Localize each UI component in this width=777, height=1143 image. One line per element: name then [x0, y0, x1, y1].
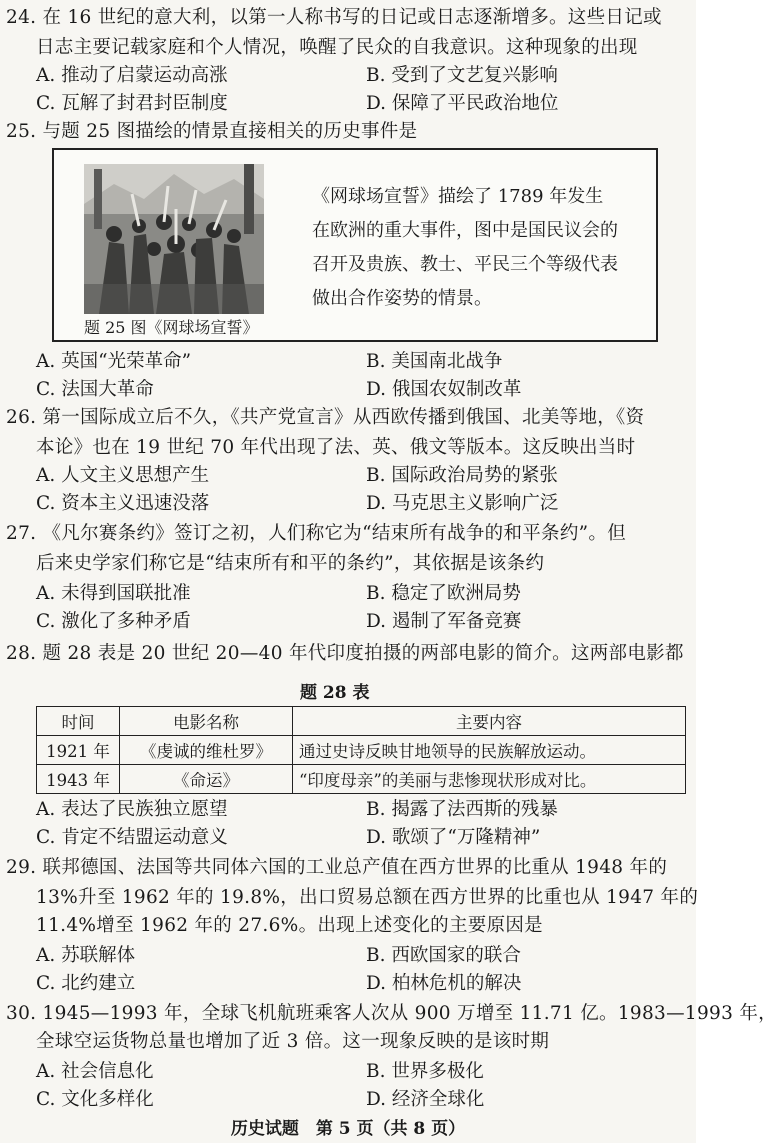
q27-option-b: B. 稳定了欧洲局势 — [366, 583, 521, 604]
q30-stem-line-1: 30. 1945—1993 年，全球飞机航班乘客人次从 900 万增至 11.71 亿。1983—1993 年， — [6, 1003, 777, 1024]
q28-option-d: D. 歌颂了“万隆精神” — [366, 827, 541, 848]
table-header-cell: 主要内容 — [293, 707, 686, 736]
q29-stem-line-3: 11.4%增至 1962 年的 27.6%。出现上述变化的主要原因是 — [36, 915, 543, 936]
q27-stem-line-2: 后来史学家们称它是“结束所有和平的条约”，其依据是该条约 — [36, 553, 545, 574]
q30-stem-line-2: 全球空运货物总量也增加了近 3 倍。这一现象反映的是该时期 — [36, 1031, 550, 1052]
q25-figure-caption: 题 25 图《网球场宣誓》 — [84, 318, 259, 337]
q24-option-a: A. 推动了启蒙运动高涨 — [36, 65, 228, 86]
q30-option-c: C. 文化多样化 — [36, 1089, 154, 1110]
q28-option-c: C. 肯定不结盟运动意义 — [36, 827, 228, 848]
q25-figure-text — [312, 180, 642, 316]
table-row — [37, 736, 686, 765]
q25-figure-text-line: 《网球场宣誓》描绘了 1789 年发生 — [312, 186, 604, 207]
q27-option-a: A. 未得到国联批准 — [36, 583, 191, 604]
q25-figure-box — [52, 148, 658, 342]
q25-option-c: C. 法国大革命 — [36, 379, 154, 400]
q25-option-b: B. 美国南北战争 — [366, 351, 503, 372]
q25-figure-text-line: 做出合作姿势的情景。 — [312, 288, 492, 309]
table-header-cell: 时间 — [37, 707, 120, 736]
q30-option-b: B. 世界多极化 — [366, 1061, 484, 1082]
q28-option-b: B. 揭露了法西斯的残暴 — [366, 799, 558, 820]
q27-stem-line-1: 27. 《凡尔赛条约》签订之初，人们称它为“结束所有战争的和平条约”。但 — [6, 523, 627, 544]
table-header-row — [37, 707, 686, 736]
q30-option-d: D. 经济全球化 — [366, 1089, 485, 1110]
page-footer: 历史试题 第 5 页（共 8 页） — [230, 1119, 466, 1139]
q26-stem-line-2: 本论》也在 19 世纪 70 年代出现了法、英、俄文等版本。这反映出当时 — [36, 437, 636, 458]
table-cell: “印度母亲”的美丽与悲惨现状形成对比。 — [293, 765, 686, 794]
table-row — [37, 765, 686, 794]
q25-figure-text-line: 在欧洲的重大事件，图中是国民议会的 — [312, 220, 618, 241]
q30-option-a: A. 社会信息化 — [36, 1061, 154, 1082]
q26-option-a: A. 人文主义思想产生 — [36, 465, 210, 486]
table-cell: 1943 年 — [37, 765, 120, 794]
q28-table — [36, 706, 686, 794]
q24-option-d: D. 保障了平民政治地位 — [366, 93, 559, 114]
q29-option-b: B. 西欧国家的联合 — [366, 945, 521, 966]
tennis-court-oath-image — [84, 164, 264, 314]
q26-option-d: D. 马克思主义影响广泛 — [366, 493, 559, 514]
q26-option-b: B. 国际政治局势的紧张 — [366, 465, 558, 486]
q28-table-title: 题 28 表 — [300, 683, 370, 703]
q25-stem: 25. 与题 25 图描绘的情景直接相关的历史事件是 — [6, 121, 418, 142]
q24-stem-line-1: 24. 在 16 世纪的意大利，以第一人称书写的日记或日志逐渐增多。这些日记或 — [6, 7, 662, 28]
q26-option-c: C. 资本主义迅速没落 — [36, 493, 210, 514]
table-cell: 《虔诚的维杜罗》 — [120, 736, 293, 765]
q27-option-d: D. 遏制了军备竞赛 — [366, 611, 522, 632]
q28-option-a: A. 表达了民族独立愿望 — [36, 799, 228, 820]
q24-option-b: B. 受到了文艺复兴影响 — [366, 65, 558, 86]
table-cell: 《命运》 — [120, 765, 293, 794]
q29-stem-line-1: 29. 联邦德国、法国等共同体六国的工业总产值在西方世界的比重从 1948 年的 — [6, 857, 668, 878]
q25-option-a: A. 英国“光荣革命” — [36, 351, 192, 372]
q27-option-c: C. 激化了多种矛盾 — [36, 611, 191, 632]
q25-option-d: D. 俄国农奴制改革 — [366, 379, 522, 400]
q28-stem: 28. 题 28 表是 20 世纪 20—40 年代印度拍摄的两部电影的简介。这两部电影都 — [6, 643, 684, 664]
q25-figure-text-line: 召开及贵族、教士、平民三个等级代表 — [312, 254, 618, 275]
q29-stem-line-2: 13%升至 1962 年的 19.8%，出口贸易总额在西方世界的比重也从 1947 年的 — [36, 887, 699, 908]
q24-option-c: C. 瓦解了封君封臣制度 — [36, 93, 228, 114]
table-header-cell: 电影名称 — [120, 707, 293, 736]
q24-stem-line-2: 日志主要记载家庭和个人情况，唤醒了民众的自我意识。这种现象的出现 — [36, 37, 638, 58]
table-cell: 通过史诗反映甘地领导的民族解放运动。 — [293, 736, 686, 765]
q26-stem-line-1: 26. 第一国际成立后不久，《共产党宣言》从西欧传播到俄国、北美等地，《资 — [6, 407, 645, 428]
table-cell: 1921 年 — [37, 736, 120, 765]
q29-option-c: C. 北约建立 — [36, 973, 136, 994]
q29-option-d: D. 柏林危机的解决 — [366, 973, 522, 994]
q29-option-a: A. 苏联解体 — [36, 945, 136, 966]
